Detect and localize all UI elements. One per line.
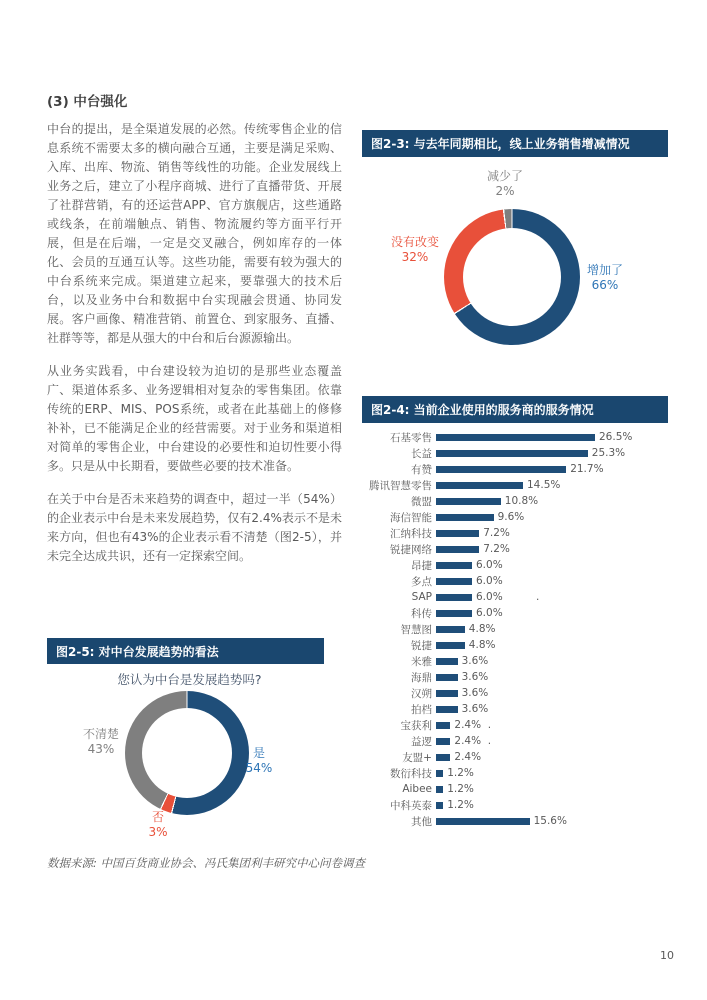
fig2-5-title-bar — [47, 638, 324, 664]
bar-category-label: 拍档 — [411, 703, 432, 716]
bar-row — [362, 717, 707, 733]
donut-hole — [142, 708, 232, 798]
bar-row — [362, 445, 707, 461]
bar — [436, 722, 450, 729]
fig2-3-label-increased: 增加了 66% — [586, 263, 623, 292]
bar — [436, 626, 465, 633]
bar-value-label: 3.6% — [461, 703, 489, 715]
bar — [436, 754, 450, 761]
fig2-5-label-yes: 是 54% — [245, 746, 273, 775]
bar-category-label: 锐捷 — [411, 639, 432, 652]
bar-category-label: 中科英泰 — [390, 799, 432, 812]
bar-category-label: SAP — [411, 591, 432, 603]
bar-category-label: 有赞 — [411, 463, 432, 476]
bar — [436, 530, 479, 537]
bar-category-label: 腾讯智慧零售 — [369, 479, 432, 492]
bar — [436, 770, 443, 777]
bar — [436, 674, 458, 681]
bar-row — [362, 781, 707, 797]
bar-value-label: 2.4% . — [454, 735, 492, 747]
page-number: 10 — [660, 949, 674, 962]
bar — [436, 578, 472, 585]
fig2-5-subtitle: 您认为中台是发展趋势吗? — [117, 672, 262, 687]
bar-value-label: 4.8% — [468, 623, 496, 635]
fig2-3-label-no-change: 没有改变 32% — [390, 235, 439, 264]
bar — [436, 706, 458, 713]
bar-category-label: 微盟 — [411, 495, 432, 508]
bar — [436, 514, 494, 521]
fig2-4-title-bar — [362, 396, 668, 423]
bar-category-label: 汉朔 — [411, 687, 432, 700]
bar-category-label: 多点 — [411, 575, 432, 588]
bar-value-label: 15.6% — [533, 815, 567, 827]
bar-category-label: 米雅 — [411, 655, 432, 668]
bar — [436, 642, 465, 649]
bar-category-label: 海信智能 — [390, 511, 432, 524]
bar — [436, 482, 523, 489]
bar-category-label: 科传 — [411, 607, 432, 620]
bar-category-label: 智慧图 — [400, 623, 432, 636]
bar-row — [362, 749, 707, 765]
bar-value-label: 6.0% . — [476, 591, 540, 603]
bar — [436, 434, 595, 441]
bar-value-label: 9.6% — [497, 511, 525, 523]
bar-row — [362, 765, 707, 781]
data-source-note: 数据来源: 中国百货商业协会、冯氏集团利丰研究中心问卷调查 — [47, 856, 366, 870]
bar-row — [362, 797, 707, 813]
bar-category-label: 友盟+ — [402, 751, 432, 764]
bar-row — [362, 669, 707, 685]
bar-value-label: 14.5% — [527, 479, 561, 491]
bar-value-label: 2.4% — [454, 751, 482, 763]
bar-category-label: 锐捷网络 — [390, 543, 432, 556]
bar-row — [362, 589, 707, 605]
bar-value-label: 6.0% — [476, 575, 503, 587]
bar — [436, 546, 479, 553]
paragraph-3: 在关于中台是否未来趋势的调查中，超过一半（54%）的企业表示中台是未来发展趋势，仅有2.4%表示不是未来方向，但也有43%的企业表示看不清楚（图2-5），并未完全达成共识，还有一定探索空间。 — [47, 492, 342, 563]
bar-row — [362, 733, 707, 749]
bar-row — [362, 477, 707, 493]
bar-category-label: 海鼎 — [411, 671, 432, 684]
bar-row — [362, 461, 707, 477]
bar-row — [362, 637, 707, 653]
fig2-5-donut-chart — [125, 691, 249, 815]
bar — [436, 562, 472, 569]
bar-value-label: 26.5% — [599, 431, 633, 443]
bar-category-label: 长益 — [411, 447, 432, 460]
fig2-3-title-bar — [362, 130, 668, 157]
donut-hole — [463, 228, 561, 326]
bar-value-label: 1.2% — [447, 767, 474, 779]
bar-category-label: 数衍科技 — [390, 767, 432, 780]
fig2-5-title: 图2-5: 对中台发展趋势的看法 — [56, 644, 219, 659]
bar-row — [362, 701, 707, 717]
bar-category-label: 石基零售 — [390, 431, 432, 444]
bar-value-label: 3.6% — [461, 655, 489, 667]
bar-row — [362, 429, 707, 445]
fig2-3-title: 图2-3: 与去年同期相比，线上业务销售增减情况 — [371, 137, 630, 151]
bar-value-label: 10.8% — [504, 495, 539, 507]
bar-value-label: 1.2% — [447, 799, 474, 811]
bar — [436, 786, 443, 793]
bar-category-label: 昂捷 — [411, 559, 432, 572]
bar — [436, 610, 472, 617]
section-heading: (3) 中台强化 — [47, 94, 128, 110]
bar — [436, 818, 530, 825]
fig2-4-title: 图2-4: 当前企业使用的服务商的服务情况 — [371, 403, 594, 417]
bar-row — [362, 685, 707, 701]
bar — [436, 690, 458, 697]
bar-value-label: 6.0% — [476, 607, 503, 619]
fig2-3-donut-chart — [444, 209, 580, 345]
bar-category-label: 汇纳科技 — [390, 527, 432, 540]
bar — [436, 466, 566, 473]
bar-row — [362, 509, 707, 525]
bar-row — [362, 813, 707, 829]
bar-row — [362, 493, 707, 509]
bar — [436, 594, 472, 601]
fig2-4-bar-chart — [362, 429, 707, 829]
bar-value-label: 2.4% . — [454, 719, 492, 731]
bar-category-label: 宝获利 — [400, 719, 432, 732]
bar-value-label: 1.2% — [447, 783, 474, 795]
bar-value-label: 6.0% — [476, 559, 503, 571]
paragraph-1: 中台的提出，是全渠道发展的必然。传统零售企业的信息系统不需要太多的横向融合互通，主要是满足采购、入库、出库、物流、销售等线性的功能。企业发展线上业务之后，建立了小程序商城、进行了直播带货、开展了社群营销，有的还运营APP、官方旗舰店，这些通路或线条，在前端触点、销售、物流履约等方面平行开展，但是在后端，一定是交叉融合，例如库存的一体化、会员的互通互认等。这些功能，需要有较为强大的中台系统来完成。渠道建立起来，要靠强大的技术后台，以及业务中台和数据中台实现融会贯通、协同发展。客户画像、精准营销、前置仓、到家服务、直播、社群等等，都是从强大的中台和后台源源输出。 — [47, 122, 342, 345]
bar — [436, 450, 588, 457]
body-text-column — [47, 120, 342, 580]
bar — [436, 498, 501, 505]
bar-value-label: 4.8% — [468, 639, 496, 651]
bar-value-label: 21.7% — [570, 463, 604, 475]
bar — [436, 802, 443, 809]
bar — [436, 658, 458, 665]
bar-row — [362, 557, 707, 573]
bar — [436, 738, 450, 745]
bar-row — [362, 541, 707, 557]
bar-row — [362, 525, 707, 541]
bar-row — [362, 653, 707, 669]
bar-category-label: 其他 — [411, 815, 432, 828]
paragraph-2: 从业务实践看，中台建设较为迫切的是那些业态覆盖广、渠道体系多、业务逻辑相对复杂的零售集团。依靠传统的ERP、MIS、POS系统，或者在此基础上的修修补补，已不能满足企业的经营需要。对于业务和渠道相对简单的零售企业，中台建设的必要性和迫切性要小得多。只是从中长期看，要做些必要的技术准备。 — [47, 364, 342, 473]
bar-row — [362, 621, 707, 637]
bar-row — [362, 573, 707, 589]
bar-value-label: 3.6% — [461, 687, 489, 699]
fig2-5-label-unclear: 不清楚 43% — [82, 727, 119, 756]
bar-value-label: 3.6% — [461, 671, 489, 683]
fig2-5-label-no: 否 3% — [148, 810, 168, 839]
bar-category-label: Aibee — [402, 783, 432, 795]
fig2-3-label-decreased: 减少了 2% — [486, 169, 523, 198]
bar-row — [362, 605, 707, 621]
bar-category-label: 益逻 — [411, 735, 432, 748]
bar-value-label: 25.3% — [591, 447, 626, 459]
bar-value-label: 7.2% — [483, 527, 510, 539]
bar-value-label: 7.2% — [483, 543, 510, 555]
